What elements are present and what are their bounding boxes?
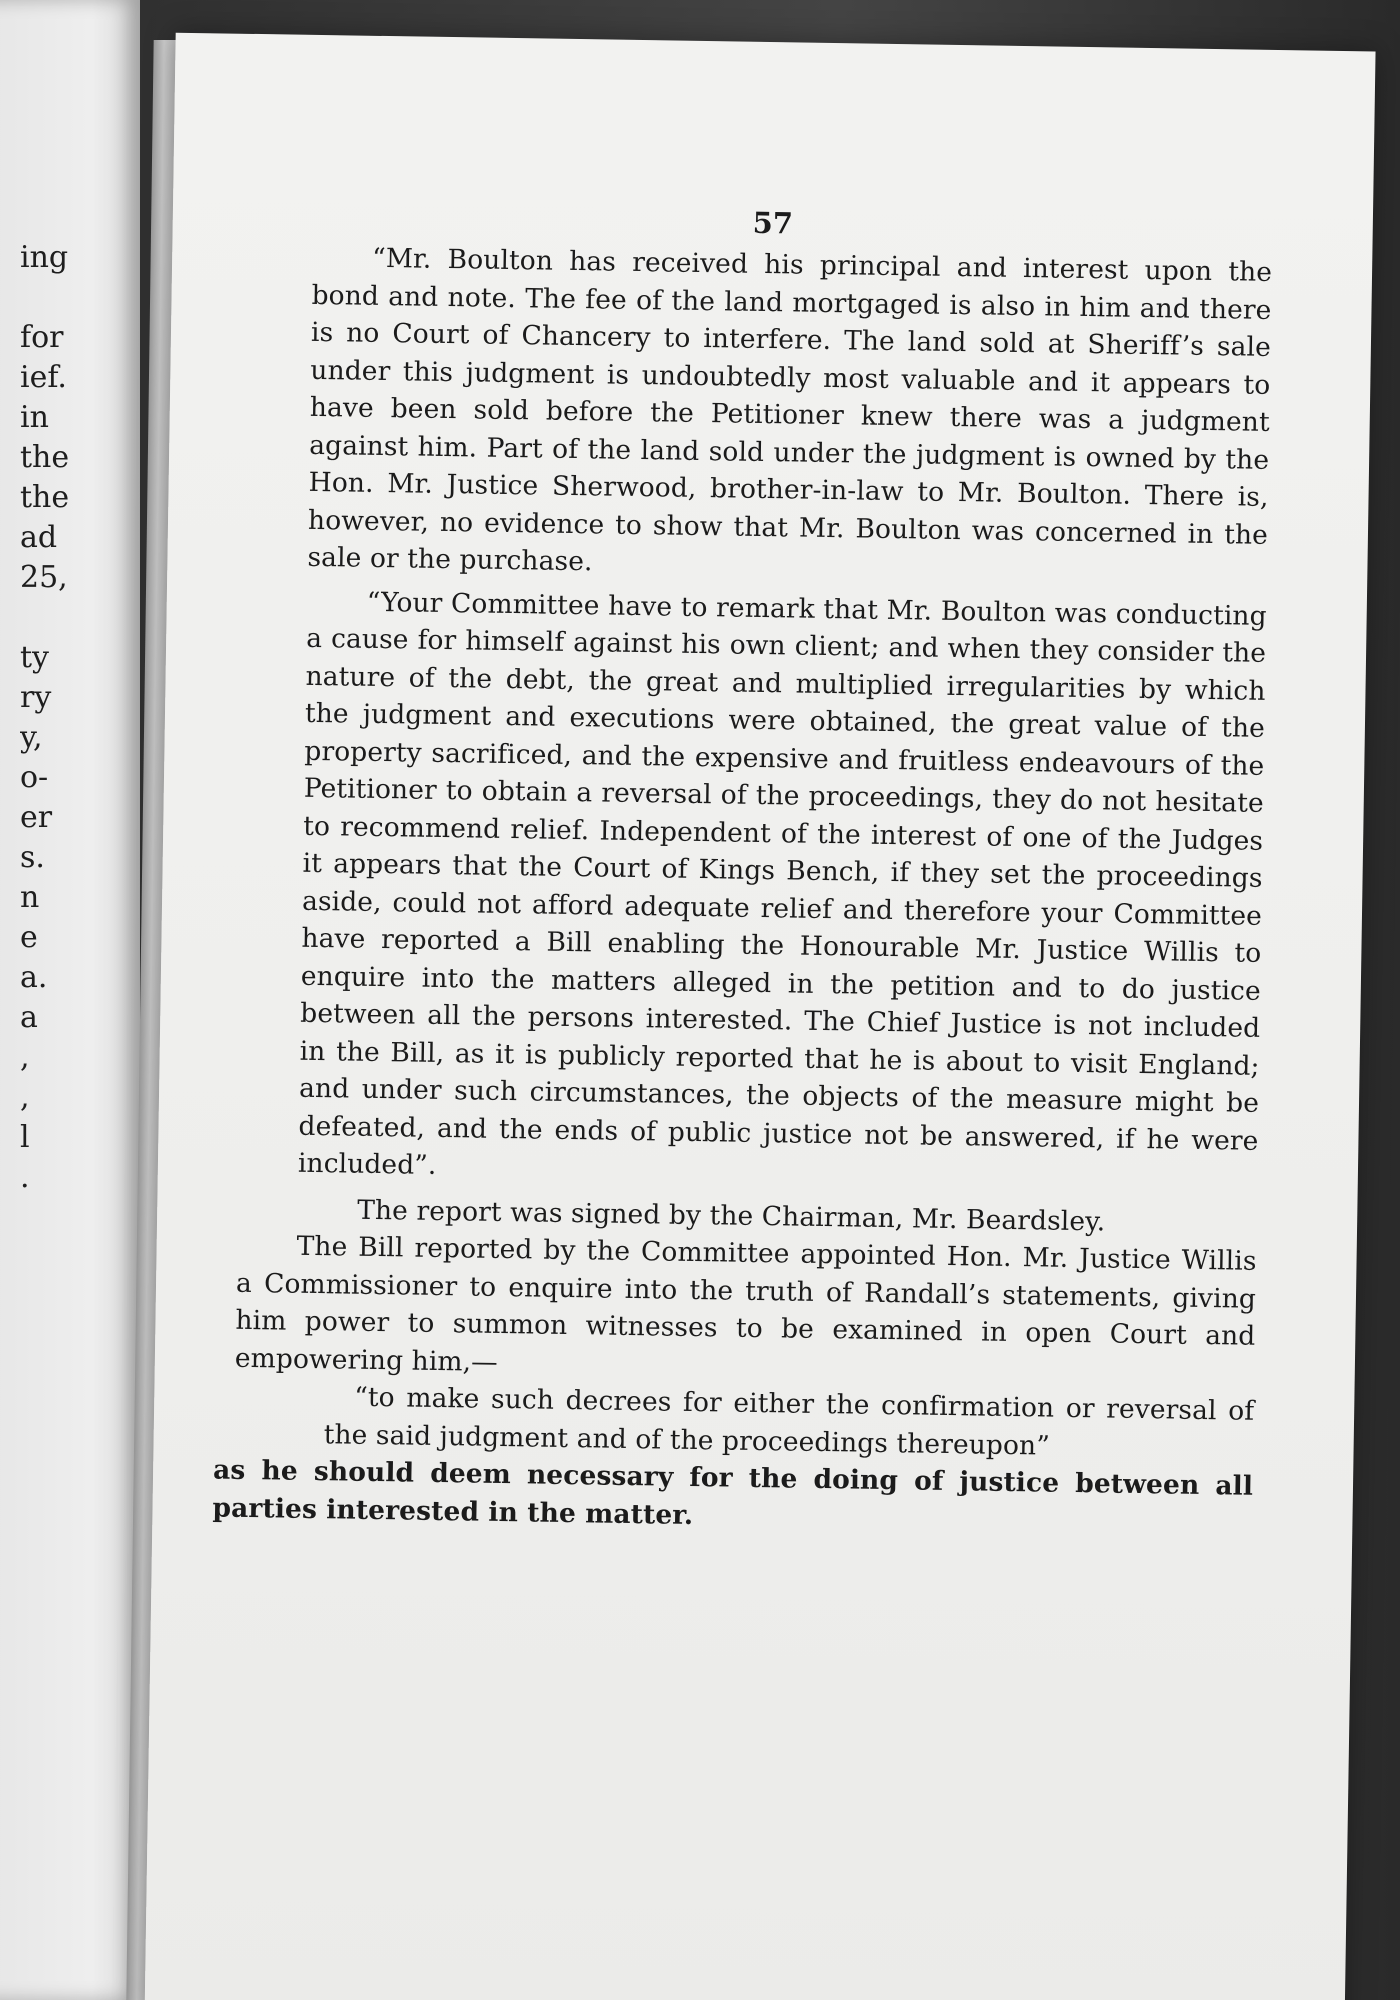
- facing-page-fragment: the: [20, 440, 70, 475]
- facing-page-fragment: l: [20, 1120, 30, 1155]
- main-page: [144, 33, 1375, 2000]
- facing-page-fragment: y,: [20, 720, 43, 755]
- facing-page-fragment: ,: [20, 1080, 30, 1115]
- facing-page-fragment: ief.: [20, 360, 67, 395]
- facing-page-fragment: s.: [20, 840, 45, 875]
- facing-page-fragment: a: [20, 1000, 38, 1035]
- facing-page-fragment: .: [20, 1160, 30, 1195]
- facing-page-fragment: o-: [20, 760, 49, 795]
- facing-page-fragment: ty: [20, 640, 50, 675]
- facing-page-fragment: er: [20, 800, 53, 835]
- facing-page-fragment: 25,: [20, 560, 68, 595]
- facing-page-fragment: in: [20, 400, 49, 435]
- page-number: 57: [752, 205, 794, 241]
- facing-page-fragment: n: [20, 880, 40, 915]
- facing-page-fragment: ry: [20, 680, 52, 715]
- facing-page-fragment: ,: [20, 1040, 30, 1075]
- closing-paragraph: as he should deem necessary for the doing of justice between all parties interested in the matter.: [212, 1454, 1254, 1531]
- facing-page-fragment: e: [20, 920, 38, 955]
- report-signature-paragraph: The report was signed by the Chairman, Mr. Beardsley.: [356, 1194, 1106, 1237]
- bill-paragraph: The Bill reported by the Committee appointed Hon. Mr. Justice Willis a Commissioner to enquire into the truth of Randall’s statements, giving him power to summon witnesses to be examined in open Court and empowering him,—: [234, 1230, 1257, 1378]
- facing-page-fragment: the: [20, 480, 70, 515]
- facing-page-fragment: for: [20, 320, 64, 355]
- quoted-paragraph-1: “Mr. Boulton has received his principal and interest upon the bond and note. The fee of the land mortgaged is also in him and there is no Court of Chancery to interfere. The land sold at Sheriff’s sale under this judgment is undoubtedly most valuable and it appears to have been sold before the Petitioner knew there was a judgment against him. Part of the land sold under the judgment is owned by the Hon. Mr. Justice Sherwood, brother-in-law to Mr. Boulton. There is, however, no evidence to show that Mr. Boulton was concerned in the sale or the purchase.: [307, 242, 1273, 578]
- facing-page-fragment: a.: [20, 960, 48, 995]
- facing-page-fragment: ing: [20, 240, 69, 275]
- page-body: [212, 203, 1273, 1543]
- bill-quote: “to make such decrees for either the confirmation or reversal of the said judgment and of the proceedings thereupon”: [323, 1381, 1255, 1462]
- quoted-paragraph-2: “Your Committee have to remark that Mr. Boulton was conducting a cause for himself against his own client; and when they consider the nature of the debt, the great and multiplied irregularities by which the judgment and executions were obtained, the great value of the property sacrificed, and the expensive and fruitless endeavours of the Petitioner to obtain a reversal of the proceedings, they do not hesitate to recommend relief. Independent of the interest of one of the Judges it appears that the Court of Kings Bench, if they set the proceedings aside, could not afford adequate relief and therefore your Committee have reported a Bill enabling the Honourable Mr. Justice Willis to enquire into the matters alleged in the petition and to do justice between all the persons interested. The Chief Justice is not included in the Bill, as it is publicly reported that he is about to visit England; and under such circumstances, the objects of the measure might be defeated, and the ends of public justice not be answered, if he were included”.: [297, 586, 1267, 1181]
- facing-page-fragment: ad: [20, 520, 58, 555]
